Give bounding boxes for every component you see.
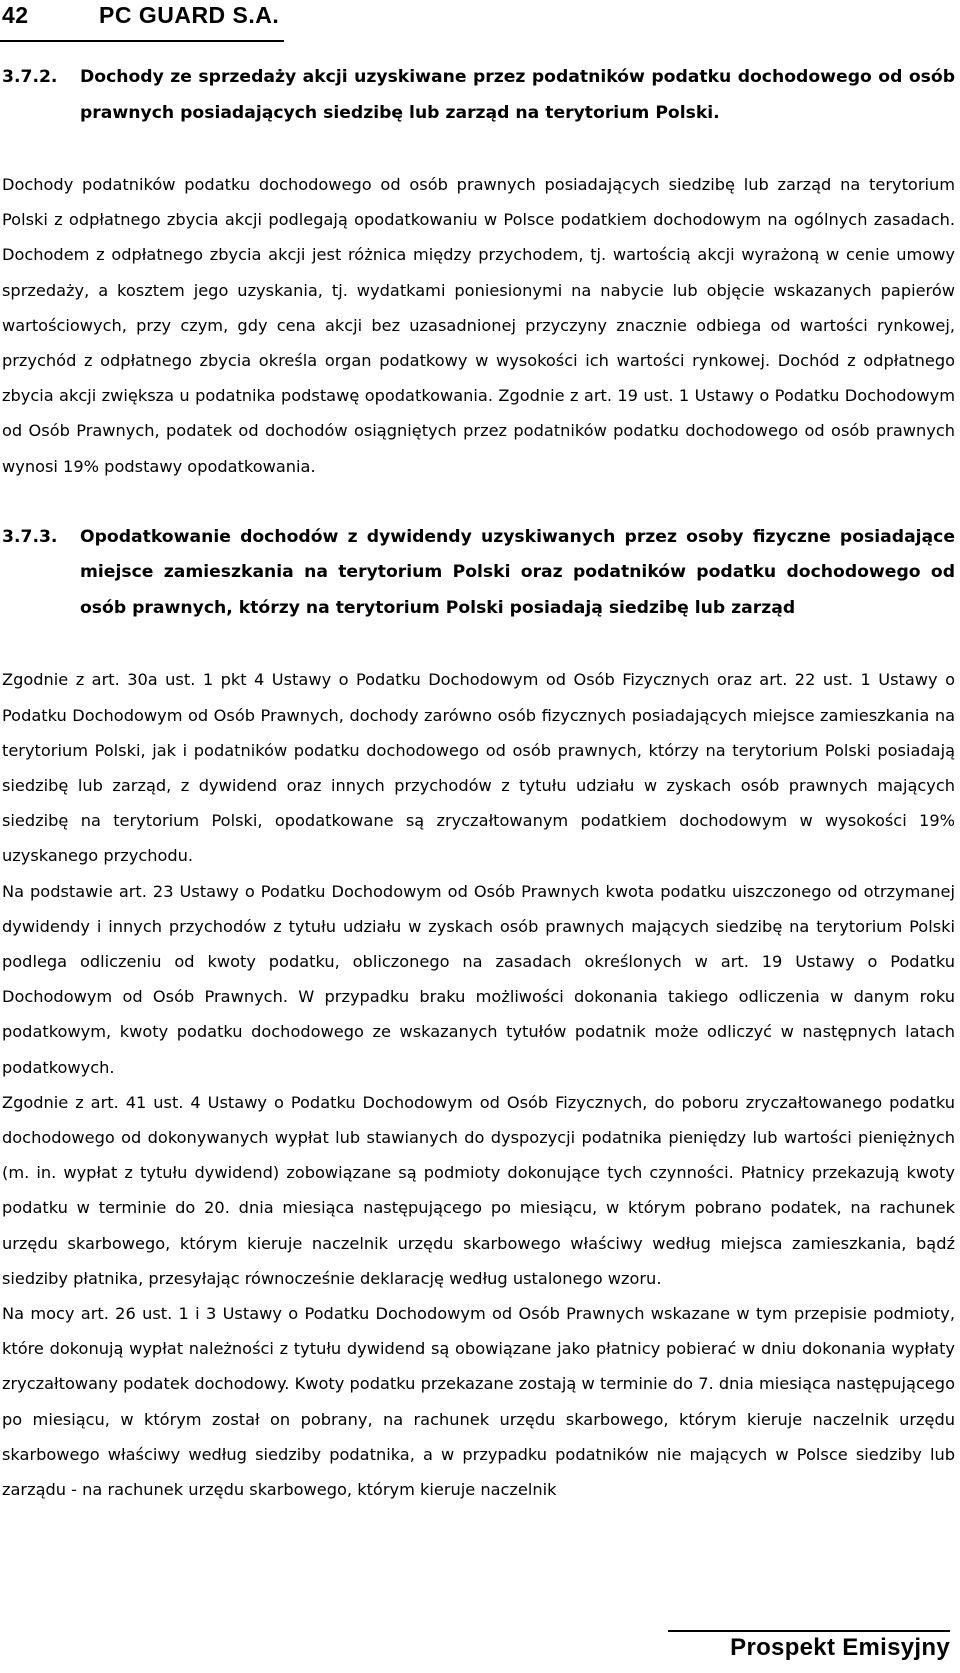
document-body (2, 60, 955, 1507)
page-header (0, 0, 284, 42)
page-footer (668, 1630, 950, 1662)
section-number: 3.7.3. (2, 526, 58, 547)
paragraph: Zgodnie z art. 30a ust. 1 pkt 4 Ustawy o Podatku Dochodowym od Osób Fizycznych oraz art. 22 ust. 1 Ustawy o Podatku Dochodowym od Osób Prawnych, dochody zarówno osób fizycznych posiadających miejsce zamieszkania na terytorium Polski, jak i podatników podatku dochodowego od osób prawnych, którzy na terytorium Polski posiadają siedzibę lub zarząd, z dywidend oraz innych przychodów z tytułu udziału w zyskach osób prawnych mających siedzibę na terytorium Polski, opodatkowane są zryczałtowanym podatkiem dochodowym w wysokości 19% uzyskanego przychodu. (2, 670, 955, 866)
section-number: 3.7.2. (2, 67, 58, 87)
section-title: Dochody ze sprzedaży akcji uzyskiwane przez podatników podatku dochodowego od osób prawnych posiadających siedzibę lub zarząd na terytorium Polski. (80, 67, 955, 123)
page-number: 42 (2, 2, 29, 28)
section-heading (2, 520, 955, 627)
section-heading (2, 60, 955, 131)
company-name: PC GUARD S.A. (99, 2, 280, 28)
section-title: Opodatkowanie dochodów z dywidendy uzyskiwanych przez osoby fizyczne posiadające miejsce zamieszkania na terytorium Polski oraz podatników podatku dochodowego od osób prawnych, którzy na terytorium Polski posiadają siedzibę lub zarząd (80, 526, 955, 618)
paragraph: Na podstawie art. 23 Ustawy o Podatku Dochodowym od Osób Prawnych kwota podatku uiszczonego od otrzymanej dywidendy i innych przychodów z tytułu udziału w zyskach osób prawnych mających siedzibę na terytorium Polski podlega odliczeniu od kwoty podatku, obliczonego na zasadach określonych w art. 19 Ustawy o Podatku Dochodowym od Osób Prawnych. W przypadku braku możliwości dokonania takiego odliczenia w danym roku podatkowym, kwoty podatku dochodowego ze wskazanych tytułów podatnik może odliczyć w następnych latach podatkowych. (2, 881, 955, 1077)
paragraph: Zgodnie z art. 41 ust. 4 Ustawy o Podatku Dochodowym od Osób Fizycznych, do poboru zryczałtowanego podatku dochodowego od dokonywanych wypłat lub stawianych do dyspozycji podatnika pieniędzy lub wartości pieniężnych (m. in. wypłat z tytułu dywidend) zobowiązane są podmioty dokonujące tych czynności. Płatnicy przekazują kwoty podatku w terminie do 20. dnia miesiąca następującego po miesiącu, w którym pobrano podatek, na rachunek urzędu skarbowego, którym kieruje naczelnik urzędu skarbowego właściwy według miejsca zamieszkania, bądź siedziby płatnika, przesyłając równocześnie deklarację według ustalonego wzoru. (2, 1092, 955, 1288)
paragraph: Na mocy art. 26 ust. 1 i 3 Ustawy o Podatku Dochodowym od Osób Prawnych wskazane w tym przepisie podmioty, które dokonują wypłat należności z tytułu dywidend są obowiązane jako płatnicy pobierać w dniu dokonania wypłaty zryczałtowany podatek dochodowy. Kwoty podatku przekazane zostają w terminie do 7. dnia miesiąca następującego po miesiącu, w którym został on pobrany, na rachunek urzędu skarbowego, którym kieruje naczelnik urzędu skarbowego właściwy według siedziby podatnika, a w przypadku podatników nie mających w Polsce siedziby lub zarządu - na rachunek urzędu skarbowego, którym kieruje naczelnik (2, 1303, 955, 1499)
footer-label: Prospekt Emisyjny (730, 1634, 950, 1661)
paragraph: Dochody podatników podatku dochodowego od osób prawnych posiadających siedzibę lub zarząd na terytorium Polski z odpłatnego zbycia akcji podlegają opodatkowaniu w Polsce podatkiem dochodowym na ogólnych zasadach. Dochodem z odpłatnego zbycia akcji jest różnica między przychodem, tj. wartością akcji wyrażoną w cenie umowy sprzedaży, a kosztem jego uzyskania, tj. wydatkami poniesionymi na nabycie lub objęcie wskazanych papierów wartościowych, przy czym, gdy cena akcji bez uzasadnionej przyczyny znacznie odbiega od wartości rynkowej, przychód z odpłatnego zbycia określa organ podatkowy w wysokości ich wartości rynkowej. Dochód z odpłatnego zbycia akcji zwiększa u podatnika podstawę opodatkowania. Zgodnie z art. 19 ust. 1 Ustawy o Podatku Dochodowym od Osób Prawnych, podatek od dochodów osiągniętych przez podatników podatku dochodowego od osób prawnych wynosi 19% podstawy opodatkowania. (2, 175, 955, 476)
